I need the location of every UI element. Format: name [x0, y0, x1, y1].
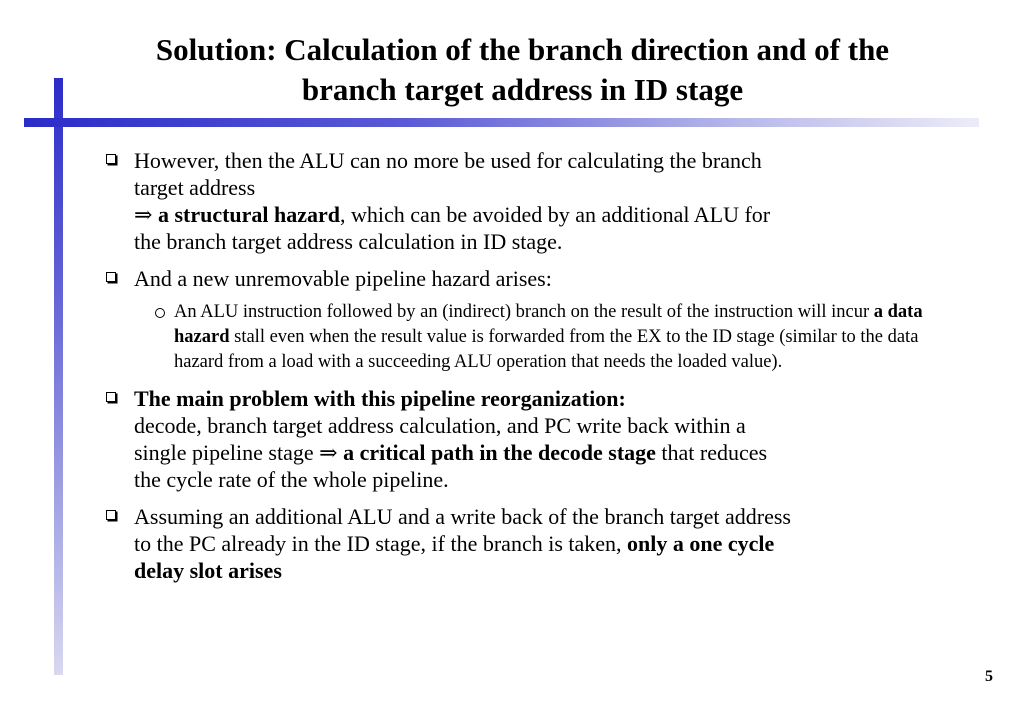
bullet-text: to the PC already in the ID stage, if the branch is taken,	[134, 531, 628, 556]
bullet-text: that reduces	[655, 440, 768, 465]
bullet-text: single pipeline stage	[134, 440, 320, 465]
square-bullet-icon	[106, 154, 116, 164]
bullet-text: , which can be avoided by an additional ALU for	[340, 202, 771, 227]
title-line-1: Solution: Calculation of the branch direction and of the	[155, 32, 890, 67]
bullet-delay-slot	[105, 503, 935, 584]
emphasis-text: a structural hazard	[157, 202, 341, 227]
sub-bullet-text: stall even when the result value is forwarded from the EX to the ID stage (similar to the data hazard from a load with a succeeding ALU operation that needs the loaded value).	[174, 327, 919, 372]
bullet-text: And a new unremovable pipeline hazard arises:	[134, 266, 552, 291]
slide-content	[105, 147, 935, 594]
vertical-accent-bar	[54, 78, 63, 675]
bullet-new-hazard	[105, 265, 935, 292]
bullet-text: the cycle rate of the whole pipeline.	[134, 467, 449, 492]
implies-arrow-icon: ⇒	[134, 202, 153, 227]
title-line-2: branch target address in ID stage	[301, 72, 744, 107]
circle-bullet-icon	[155, 308, 165, 318]
horizontal-accent-bar	[24, 118, 979, 127]
bullet-text: decode, branch target address calculation, and PC write back within a	[134, 413, 746, 438]
slide-title	[70, 30, 975, 110]
bullet-main-problem	[105, 385, 935, 493]
bullet-text: Assuming an additional ALU and a write back of the branch target address	[134, 504, 791, 529]
bullet-structural-hazard	[105, 147, 935, 255]
square-bullet-icon	[106, 272, 116, 282]
implies-arrow-icon: ⇒	[319, 440, 338, 465]
emphasis-text: delay slot arises	[134, 558, 282, 583]
sub-bullet-text: An ALU instruction followed by an (indirect) branch on the result of the instruction will incur	[174, 302, 874, 322]
page-number: 5	[985, 668, 993, 685]
emphasis-text: a data hazard	[174, 302, 923, 347]
emphasis-text: a critical path in the decode stage	[343, 440, 656, 465]
bullet-text: the branch target address calculation in ID stage.	[134, 229, 563, 254]
emphasis-text: The main problem with this pipeline reorganization:	[134, 386, 626, 411]
emphasis-text: only a one cycle	[627, 531, 775, 556]
square-bullet-icon	[106, 510, 116, 520]
sub-bullet-data-hazard	[105, 300, 935, 375]
bullet-text: However, then the ALU can no more be used for calculating the branch	[134, 148, 762, 173]
square-bullet-icon	[106, 392, 116, 402]
bullet-text: target address	[134, 175, 256, 200]
